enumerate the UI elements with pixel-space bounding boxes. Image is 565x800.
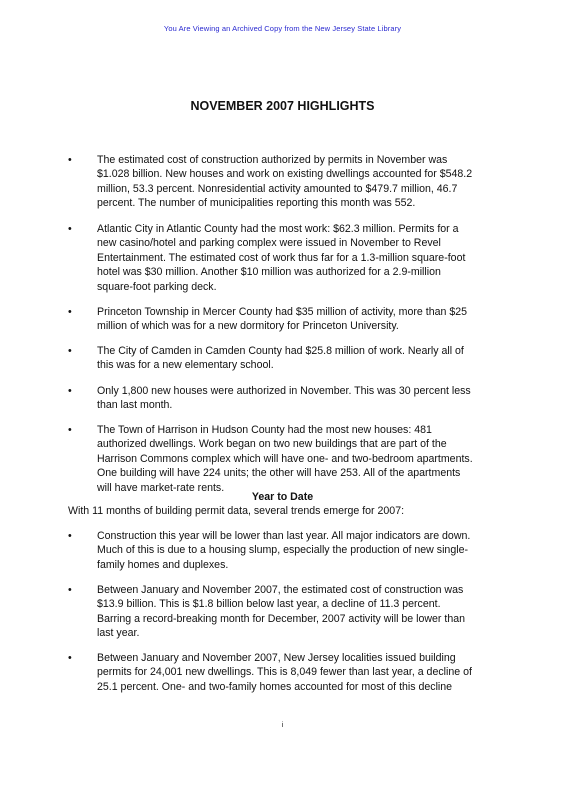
highlight-item-1 bbox=[68, 153, 508, 211]
ytd-item-1 bbox=[68, 529, 508, 572]
bullet-icon: • bbox=[68, 424, 72, 436]
highlight-text: The Town of Harrison in Hudson County had the most new houses: 481 authorized dwellings. Work began on two new buildings that are part of the Harrison Commons complex which will have one- and two-bedroom apartments. One building will have 224 units; the other will have 253. All of the apartments will have market-rate rents. bbox=[97, 424, 473, 494]
archive-banner: You Are Viewing an Archived Copy from the New Jersey State Library bbox=[163, 24, 402, 33]
highlight-item-4 bbox=[68, 344, 508, 373]
ytd-text: Between January and November 2007, the estimated cost of construction was $13.9 billion. This is $1.8 billion below last year, a decline of 11.3 percent. Barring a record-breaking month for December, 2007 activity will be lower than last year. bbox=[97, 584, 466, 640]
page-title: NOVEMBER 2007 HIGHLIGHTS bbox=[190, 99, 375, 113]
highlight-item-3 bbox=[68, 305, 508, 334]
bullet-icon: • bbox=[68, 584, 72, 596]
highlight-item-5 bbox=[68, 384, 508, 413]
bullet-icon: • bbox=[68, 223, 72, 235]
bullet-icon: • bbox=[68, 345, 72, 357]
section-intro: With 11 months of building permit data, several trends emerge for 2007: bbox=[68, 505, 405, 517]
ytd-text: Between January and November 2007, New Jersey localities issued building permits for 24,001 new dwellings. This is 8,049 fewer than last year, a decline of 25.1 percent. One- and two-family homes accounted for most of this decline bbox=[97, 652, 472, 693]
highlight-item-6 bbox=[68, 423, 508, 495]
highlight-text: The City of Camden in Camden County had $25.8 million of work. Nearly all of this was for a new elementary school. bbox=[97, 345, 464, 372]
bullet-icon: • bbox=[68, 306, 72, 318]
bullet-icon: • bbox=[68, 652, 72, 664]
highlight-text: Atlantic City in Atlantic County had the most work: $62.3 million. Permits for a new casino/hotel and parking complex were issued in November to Revel Entertainment. The estimated cost of work thus far for a 1.3-million square-foot hotel was $30 million. Another $10 million was authorized for a 2.9-million square-foot parking deck. bbox=[97, 223, 466, 293]
bullet-icon: • bbox=[68, 154, 72, 166]
highlight-text: Princeton Township in Mercer County had $35 million of activity, more than $25 million of which was for a new dormitory for Princeton University. bbox=[97, 306, 467, 333]
ytd-text: Construction this year will be lower than last year. All major indicators are down. Much of this is due to a housing slump, especially the production of new single- family homes and duplexes. bbox=[97, 530, 471, 571]
ytd-item-2 bbox=[68, 583, 508, 641]
ytd-item-3 bbox=[68, 651, 508, 694]
highlight-item-2 bbox=[68, 222, 508, 294]
highlight-text: Only 1,800 new houses were authorized in November. This was 30 percent less than last month. bbox=[97, 385, 471, 412]
bullet-icon: • bbox=[68, 385, 72, 397]
page-number: i bbox=[281, 722, 284, 729]
section-heading-year-to-date: Year to Date bbox=[251, 491, 314, 503]
bullet-icon: • bbox=[68, 530, 72, 542]
highlight-text: The estimated cost of construction authorized by permits in November was $1.028 billion. New houses and work on existing dwellings accounted for $548.2 million, 53.3 percent. Nonresidential activity amounted to $479.7 million, 46.7 percent. The number of municipalities reporting this month was 552. bbox=[97, 154, 473, 210]
